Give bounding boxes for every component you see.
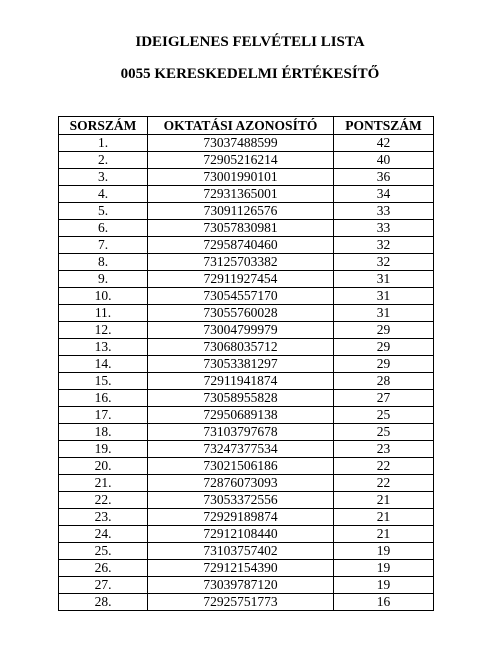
cell-oktatasi-azonosito: 73021506186: [148, 458, 334, 475]
cell-sorszam: 17.: [59, 407, 148, 424]
cell-oktatasi-azonosito: 73004799979: [148, 322, 334, 339]
cell-sorszam: 21.: [59, 475, 148, 492]
table-row: [59, 390, 434, 407]
cell-sorszam: 15.: [59, 373, 148, 390]
cell-pontszam: 29: [334, 322, 434, 339]
cell-pontszam: 25: [334, 424, 434, 441]
cell-pontszam: 25: [334, 407, 434, 424]
cell-sorszam: 24.: [59, 526, 148, 543]
table-row: [59, 577, 434, 594]
table-row: [59, 271, 434, 288]
table-row: [59, 186, 434, 203]
table-row: [59, 509, 434, 526]
cell-pontszam: 42: [334, 135, 434, 152]
table-row: [59, 560, 434, 577]
table-row: [59, 407, 434, 424]
cell-sorszam: 9.: [59, 271, 148, 288]
cell-sorszam: 14.: [59, 356, 148, 373]
cell-pontszam: 19: [334, 560, 434, 577]
cell-pontszam: 32: [334, 254, 434, 271]
cell-pontszam: 21: [334, 492, 434, 509]
cell-pontszam: 33: [334, 203, 434, 220]
cell-oktatasi-azonosito: 73053381297: [148, 356, 334, 373]
table-row: [59, 237, 434, 254]
cell-sorszam: 3.: [59, 169, 148, 186]
cell-sorszam: 4.: [59, 186, 148, 203]
cell-sorszam: 11.: [59, 305, 148, 322]
cell-sorszam: 10.: [59, 288, 148, 305]
table-body: [59, 135, 434, 611]
cell-oktatasi-azonosito: 72911941874: [148, 373, 334, 390]
cell-sorszam: 12.: [59, 322, 148, 339]
cell-sorszam: 23.: [59, 509, 148, 526]
cell-sorszam: 26.: [59, 560, 148, 577]
cell-sorszam: 6.: [59, 220, 148, 237]
cell-sorszam: 20.: [59, 458, 148, 475]
cell-oktatasi-azonosito: 72912108440: [148, 526, 334, 543]
cell-pontszam: 27: [334, 390, 434, 407]
cell-oktatasi-azonosito: 73053372556: [148, 492, 334, 509]
cell-pontszam: 21: [334, 526, 434, 543]
table-row: [59, 322, 434, 339]
cell-pontszam: 29: [334, 356, 434, 373]
cell-oktatasi-azonosito: 73054557170: [148, 288, 334, 305]
table-header-row: [59, 117, 434, 135]
cell-oktatasi-azonosito: 73001990101: [148, 169, 334, 186]
admission-list-table: [58, 116, 434, 611]
cell-sorszam: 22.: [59, 492, 148, 509]
table-row: [59, 373, 434, 390]
cell-pontszam: 34: [334, 186, 434, 203]
cell-pontszam: 29: [334, 339, 434, 356]
cell-sorszam: 16.: [59, 390, 148, 407]
cell-sorszam: 7.: [59, 237, 148, 254]
column-header-sorszam: SORSZÁM: [59, 117, 148, 135]
cell-sorszam: 28.: [59, 594, 148, 611]
table-row: [59, 526, 434, 543]
column-header-pontszam: PONTSZÁM: [334, 117, 434, 135]
column-header-oktatasi-azonosito: OKTATÁSI AZONOSÍTÓ: [148, 117, 334, 135]
cell-pontszam: 40: [334, 152, 434, 169]
cell-oktatasi-azonosito: 72912154390: [148, 560, 334, 577]
table-row: [59, 441, 434, 458]
table-row: [59, 458, 434, 475]
table-row: [59, 339, 434, 356]
cell-pontszam: 16: [334, 594, 434, 611]
cell-oktatasi-azonosito: 73039787120: [148, 577, 334, 594]
table-row: [59, 356, 434, 373]
cell-pontszam: 31: [334, 271, 434, 288]
cell-oktatasi-azonosito: 73058955828: [148, 390, 334, 407]
cell-pontszam: 33: [334, 220, 434, 237]
cell-oktatasi-azonosito: 73103757402: [148, 543, 334, 560]
table-row: [59, 152, 434, 169]
cell-oktatasi-azonosito: 73055760028: [148, 305, 334, 322]
cell-oktatasi-azonosito: 73091126576: [148, 203, 334, 220]
cell-oktatasi-azonosito: 72958740460: [148, 237, 334, 254]
cell-pontszam: 19: [334, 577, 434, 594]
cell-sorszam: 13.: [59, 339, 148, 356]
table-row: [59, 424, 434, 441]
cell-oktatasi-azonosito: 72911927454: [148, 271, 334, 288]
cell-sorszam: 2.: [59, 152, 148, 169]
cell-pontszam: 31: [334, 288, 434, 305]
cell-sorszam: 19.: [59, 441, 148, 458]
cell-sorszam: 25.: [59, 543, 148, 560]
cell-oktatasi-azonosito: 72950689138: [148, 407, 334, 424]
cell-pontszam: 36: [334, 169, 434, 186]
cell-oktatasi-azonosito: 73037488599: [148, 135, 334, 152]
table-row: [59, 135, 434, 152]
cell-sorszam: 1.: [59, 135, 148, 152]
table-row: [59, 543, 434, 560]
cell-oktatasi-azonosito: 72876073093: [148, 475, 334, 492]
cell-oktatasi-azonosito: 72905216214: [148, 152, 334, 169]
cell-sorszam: 18.: [59, 424, 148, 441]
table-row: [59, 305, 434, 322]
cell-pontszam: 23: [334, 441, 434, 458]
cell-oktatasi-azonosito: 73125703382: [148, 254, 334, 271]
table-row: [59, 254, 434, 271]
cell-pontszam: 22: [334, 475, 434, 492]
cell-oktatasi-azonosito: 73247377534: [148, 441, 334, 458]
cell-sorszam: 5.: [59, 203, 148, 220]
table-row: [59, 169, 434, 186]
table-row: [59, 288, 434, 305]
table-row: [59, 220, 434, 237]
table-row: [59, 475, 434, 492]
cell-pontszam: 32: [334, 237, 434, 254]
cell-oktatasi-azonosito: 73057830981: [148, 220, 334, 237]
cell-pontszam: 22: [334, 458, 434, 475]
cell-oktatasi-azonosito: 72929189874: [148, 509, 334, 526]
document-title: IDEIGLENES FELVÉTELI LISTA: [135, 34, 365, 50]
table-row: [59, 203, 434, 220]
cell-oktatasi-azonosito: 73068035712: [148, 339, 334, 356]
cell-pontszam: 31: [334, 305, 434, 322]
cell-oktatasi-azonosito: 72925751773: [148, 594, 334, 611]
cell-pontszam: 19: [334, 543, 434, 560]
cell-sorszam: 27.: [59, 577, 148, 594]
cell-sorszam: 8.: [59, 254, 148, 271]
cell-oktatasi-azonosito: 73103797678: [148, 424, 334, 441]
cell-pontszam: 21: [334, 509, 434, 526]
table-row: [59, 594, 434, 611]
cell-oktatasi-azonosito: 72931365001: [148, 186, 334, 203]
document-subtitle: 0055 KERESKEDELMI ÉRTÉKESÍTŐ: [120, 66, 380, 82]
cell-pontszam: 28: [334, 373, 434, 390]
table-row: [59, 492, 434, 509]
